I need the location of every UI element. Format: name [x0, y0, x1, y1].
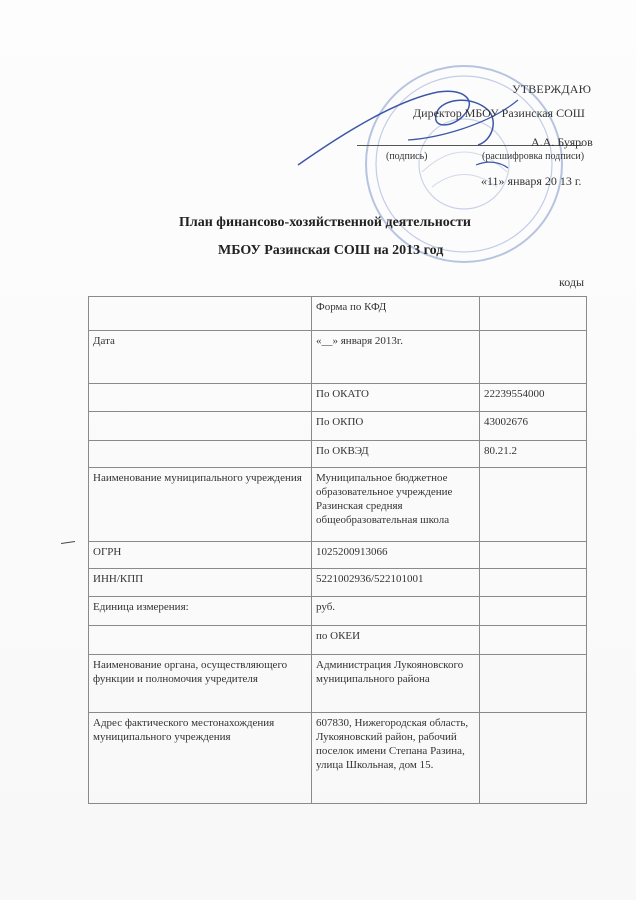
table-row [89, 626, 587, 655]
signature-caption: (подпись) [386, 151, 428, 162]
signature-scribble [288, 70, 548, 180]
table-row [89, 569, 587, 597]
table-row [89, 441, 587, 468]
table-cell [480, 569, 587, 597]
table-row [89, 597, 587, 626]
table-row [89, 331, 587, 384]
table-row [89, 384, 587, 412]
table-cell: По ОКПО [312, 412, 480, 441]
table-cell [480, 626, 587, 655]
table-cell [480, 468, 587, 542]
table-cell: Наименование органа, осуществляющего функции и полномочия учредителя [89, 655, 312, 713]
table-row [89, 655, 587, 713]
table-cell: ОГРН [89, 542, 312, 569]
table-cell: Наименование муниципального учреждения [89, 468, 312, 542]
table-cell: 1025200913066 [312, 542, 480, 569]
table-cell: 607830, Нижегородская область, Лукояновский район, рабочий поселок имени Степана Разина, улица Школьная, дом 15. [312, 713, 480, 804]
table-cell [89, 412, 312, 441]
decode-caption: (расшифровка подписи) [482, 151, 585, 162]
approval-date: «11» января 20 13 г. [481, 174, 582, 188]
document-title: План финансово-хозяйственной деятельности [179, 215, 471, 230]
table-cell [89, 384, 312, 412]
table-row [89, 297, 587, 331]
table-cell [480, 542, 587, 569]
table-cell [480, 331, 587, 384]
table-cell [89, 626, 312, 655]
table-cell [89, 297, 312, 331]
table-cell: по ОКЕИ [312, 626, 480, 655]
table-cell: «__» января 2013г. [312, 331, 480, 384]
table-row [89, 412, 587, 441]
table-cell: Форма по КФД [312, 297, 480, 331]
approve-label: УТВЕРЖДАЮ [512, 82, 592, 96]
table-cell [89, 441, 312, 468]
table-cell [480, 597, 587, 626]
table-cell: 22239554000 [480, 384, 587, 412]
director-position: Директор МБОУ Разинская СОШ [413, 106, 585, 120]
table-cell: Дата [89, 331, 312, 384]
table-cell: 5221002936/522101001 [312, 569, 480, 597]
codes-label: коды [559, 275, 585, 289]
table-cell [480, 297, 587, 331]
table-cell [480, 655, 587, 713]
signer-name: А.А. Буяров [531, 135, 593, 149]
margin-mark [61, 541, 75, 544]
table-cell: Администрация Лукояновского муниципального района [312, 655, 480, 713]
table-cell: 80.21.2 [480, 441, 587, 468]
table-row [89, 542, 587, 569]
table-row [89, 468, 587, 542]
table-cell: По ОКВЭД [312, 441, 480, 468]
table-cell: Единица измерения: [89, 597, 312, 626]
table-cell: Муниципальное бюджетное образовательное учреждение Разинская средняя общеобразовательная школа [312, 468, 480, 542]
table-row [89, 713, 587, 804]
document-subtitle: МБОУ Разинская СОШ на 2013 год [218, 243, 444, 258]
table-cell: руб. [312, 597, 480, 626]
table-cell: ИНН/КПП [89, 569, 312, 597]
form-table [88, 296, 587, 804]
table-cell: Адрес фактического местонахождения муниципального учреждения [89, 713, 312, 804]
table-cell [480, 713, 587, 804]
table-cell: 43002676 [480, 412, 587, 441]
table-cell: По ОКАТО [312, 384, 480, 412]
